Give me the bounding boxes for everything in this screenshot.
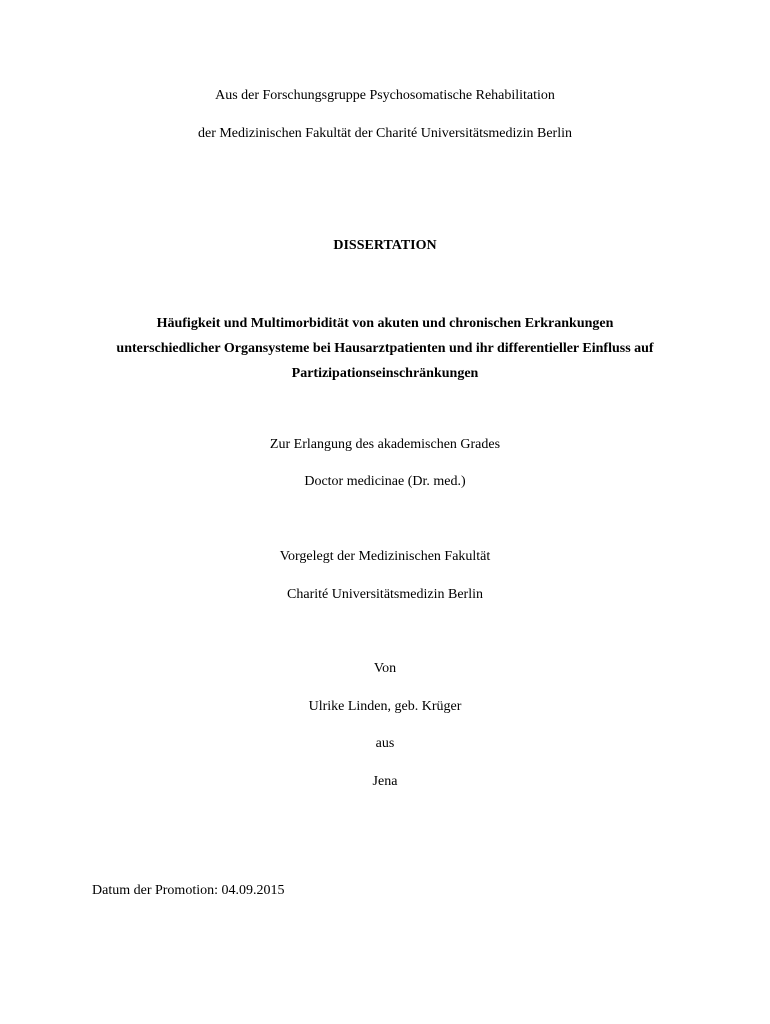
dissertation-title (0, 311, 770, 386)
degree-purpose: Zur Erlangung des akademischen Grades (269, 437, 501, 452)
promotion-date: Datum der Promotion: 04.09.2015 (92, 883, 285, 898)
title-line-2: unterschiedlicher Organsysteme bei Hausarztpatienten und ihr differentieller Einfluss auf (116, 341, 654, 356)
author-hometown: Jena (372, 774, 398, 789)
document-type: DISSERTATION (333, 238, 437, 253)
von-label: Von (373, 661, 397, 676)
submitted-to: Vorgelegt der Medizinischen Fakultät (279, 549, 491, 564)
aus-label: aus (375, 736, 395, 751)
university-name: Charité Universitätsmedizin Berlin (287, 587, 483, 602)
title-line-1: Häufigkeit und Multimorbidität von akuten und chronischen Erkrankungen (156, 316, 614, 331)
faculty-line: der Medizinischen Fakultät der Charité Universitätsmedizin Berlin (197, 126, 572, 141)
institute-line: Aus der Forschungsgruppe Psychosomatische Rehabilitation (215, 88, 555, 103)
title-line-3: Partizipationseinschränkungen (291, 366, 479, 381)
author-name: Ulrike Linden, geb. Krüger (308, 699, 462, 714)
degree-name: Doctor medicinae (Dr. med.) (304, 474, 466, 489)
